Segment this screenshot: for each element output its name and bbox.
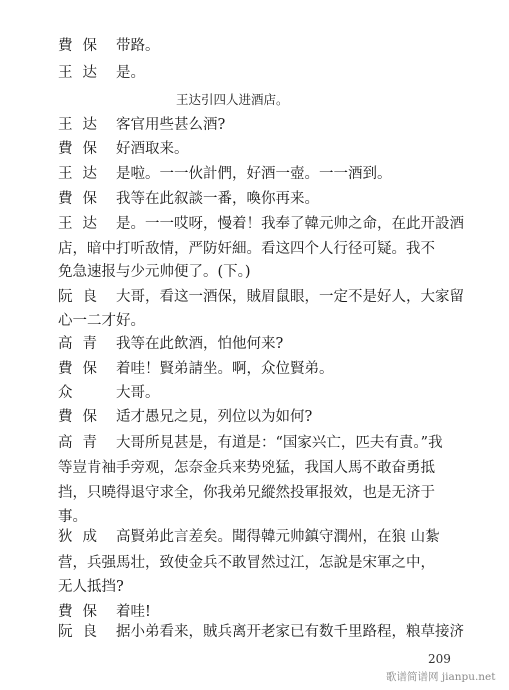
speaker-name: 費保: [58, 409, 107, 425]
speaker-name: 費保: [58, 38, 107, 54]
dialogue-text: 客官用些甚么酒?: [116, 117, 226, 133]
dialogue-continuation: 事。: [58, 509, 87, 525]
dialogue-text: 适才愚兄之見，列位以为如何?: [116, 409, 313, 425]
dialogue-text: 是啦。一一伙計們，好酒一壺。一一酒到。: [116, 166, 392, 182]
page-number: 209: [428, 652, 451, 666]
dialogue-text: 据小弟看来，賊兵离开老家已有数千里路程，粮草接济: [116, 624, 464, 640]
dialogue-text: 我等在此飲酒，怕他何来?: [116, 336, 284, 352]
dialogue-text: 高賢弟此言差矣。聞得韓元帅鎮守潤州，在狼 山紮: [116, 529, 440, 545]
dialogue-continuation: 营，兵强馬壮，致使金兵不敢冒然过江，怎說是宋軍之中，: [58, 555, 435, 571]
dialogue-text: 带路。: [116, 38, 160, 54]
speaker-name: 費保: [58, 191, 107, 207]
speaker-name: 費保: [58, 604, 107, 620]
speaker-name: 費保: [58, 361, 107, 377]
dialogue-text: 大哥，看这一酒保，賊眉鼠眼，一定不是好人，大家留: [116, 289, 464, 305]
dialogue-text: 我等在此叙談一番，喚你再来。: [116, 191, 319, 207]
dialogue-continuation: 等豈肯袖手旁观，怎奈金兵来势兇猛，我国人馬不敢奋勇抵: [58, 460, 435, 476]
speaker-name: 費保: [58, 141, 107, 157]
stage-direction: 王达引四人进酒店。: [176, 92, 289, 107]
speaker-name: 阮良: [58, 624, 107, 640]
dialogue-text: 是。: [116, 65, 145, 81]
speaker-name: 狄成: [58, 529, 107, 545]
speaker-name: 王达: [58, 117, 107, 133]
dialogue-continuation: 挡，只曉得退守求全，你我弟兄縱然投軍报效，也是无济于: [58, 485, 435, 501]
dialogue-text: 着哇！賢弟請坐。啊，众位賢弟。: [116, 361, 334, 377]
speaker-name: 众: [58, 385, 83, 401]
speaker-name: 阮良: [58, 289, 107, 305]
dialogue-text: 着哇!: [116, 604, 151, 620]
dialogue-continuation: 店，暗中打听敌情，严防奸細。看这四个人行径可疑。我不: [58, 241, 435, 257]
dialogue-text: 是。一一哎呀，慢着！我奉了韓元帅之命，在此开設酒: [116, 216, 464, 232]
speaker-name: 王达: [58, 216, 107, 232]
dialogue-continuation: 免急速报与少元帅便了。(下。): [58, 264, 251, 280]
dialogue-text: 好酒取来。: [116, 141, 189, 157]
dialogue-text: 大哥。: [116, 385, 160, 401]
speaker-name: 王达: [58, 65, 107, 81]
dialogue-text: 大哥所見甚是，有道是：“国家兴亡，匹夫有責。”我: [116, 435, 443, 451]
speaker-name: 王达: [58, 166, 107, 182]
speaker-name: 高青: [58, 435, 107, 451]
dialogue-continuation: 无人抵挡?: [58, 579, 124, 595]
speaker-name: 高青: [58, 336, 107, 352]
dialogue-continuation: 心一二才好。: [58, 313, 145, 329]
watermark: 歌谱简谱网 jianpu.net: [386, 671, 496, 683]
